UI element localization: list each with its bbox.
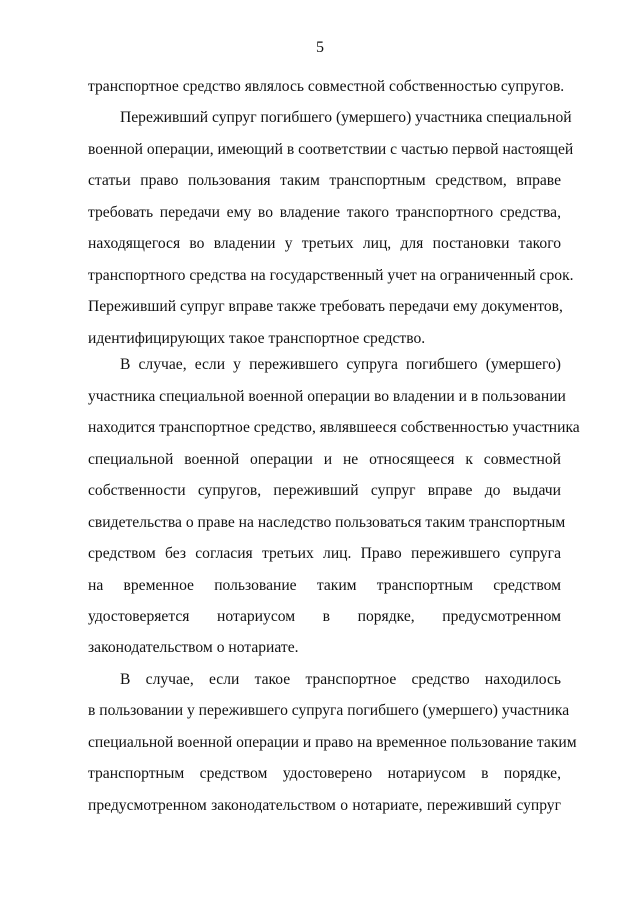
text-line: законодательством о нотариате. xyxy=(88,639,299,656)
text-line: средством без согласия третьих лиц. Право пережившего супруга xyxy=(88,545,561,562)
page-number: 5 xyxy=(316,39,324,56)
text-line: статьи право пользования таким транспортным средством, вправе xyxy=(88,172,561,189)
text-line: требовать передачи ему во владение такого транспортного средства, xyxy=(88,204,561,221)
text-line: специальной военной операции и не относящееся к совместной xyxy=(88,451,561,468)
text-line: идентифицирующих такое транспортное средство. xyxy=(88,330,426,347)
text-line: на временное пользование таким транспортным средством xyxy=(88,577,561,594)
text-line: транспортное средство являлось совместной собственностью супругов. xyxy=(88,78,565,95)
text-line: свидетельства о праве на наследство пользоваться таким транспортным xyxy=(88,514,566,531)
text-line: Переживший супруг погибшего (умершего) участника специальной xyxy=(120,109,572,126)
text-line: предусмотренном законодательством о нотариате, переживший супруг xyxy=(88,797,561,814)
text-line: В случае, если такое транспортное средство находилось xyxy=(120,671,561,688)
text-line: транспортного средства на государственный учет на ограниченный срок. xyxy=(88,267,574,284)
text-line: транспортным средством удостоверено нотариусом в порядке, xyxy=(88,765,561,782)
text-line: Переживший супруг вправе также требовать передачи ему документов, xyxy=(88,298,563,315)
text-line: участника специальной военной операции во владении и в пользовании xyxy=(88,388,566,405)
text-line: специальной военной операции и право на временное пользование таким xyxy=(88,734,577,751)
text-line: удостоверяется нотариусом в порядке, предусмотренном xyxy=(88,608,561,625)
text-line: находящегося во владении у третьих лиц, для постановки такого xyxy=(88,235,561,252)
text-line: В случае, если у пережившего супруга погибшего (умершего) xyxy=(120,356,561,373)
text-line: военной операции, имеющий в соответствии с частью первой настоящей xyxy=(88,141,574,158)
text-line: собственности супругов, переживший супруг вправе до выдачи xyxy=(88,482,561,499)
text-line: в пользовании у пережившего супруга погибшего (умершего) участника xyxy=(88,702,570,719)
text-line: находится транспортное средство, являвшееся собственностью участника xyxy=(88,419,580,436)
